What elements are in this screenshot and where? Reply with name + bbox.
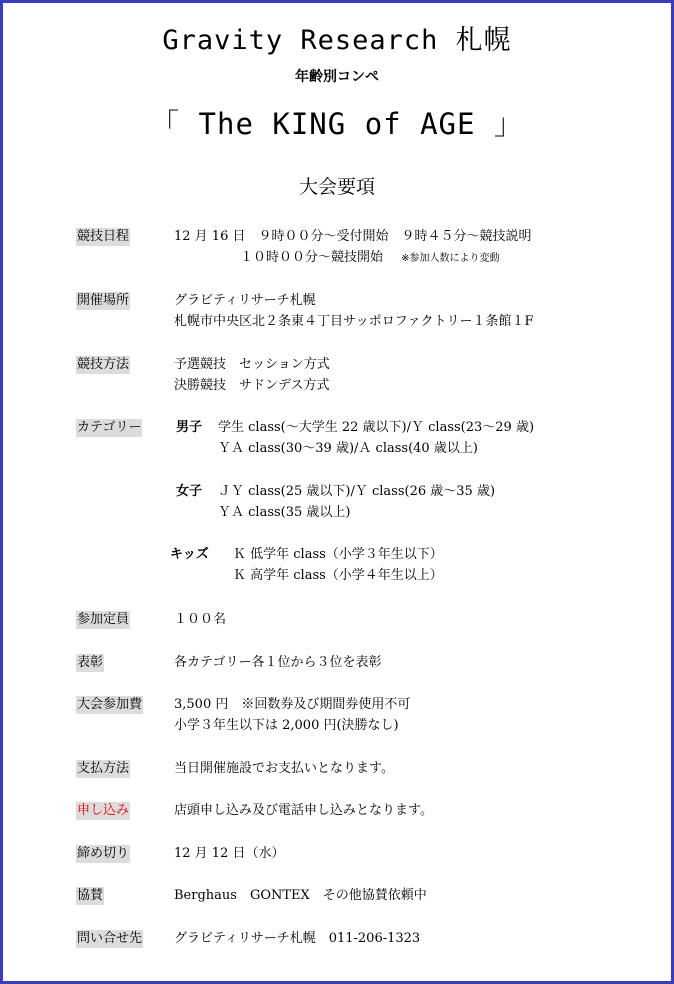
section-heading: 大会要項 (298, 176, 375, 198)
schedule-start: １０時００分～競技開始 (240, 250, 384, 265)
contact-label: 問い合せ先 (77, 931, 143, 946)
category-men-name: 男子 (176, 420, 203, 435)
method-line-2: 決勝競技 サドンデス方式 (174, 378, 330, 393)
award-label: 表彰 (77, 655, 104, 670)
capacity-label: 参加定員 (77, 612, 130, 627)
schedule-label: 競技日程 (77, 229, 130, 244)
venue-label: 開催場所 (77, 293, 130, 308)
category-kids-line-2: Ｋ 高学年 class（小学４年生以上） (233, 568, 443, 583)
capacity-value: １００名 (174, 612, 227, 627)
application-label: 申し込み (77, 803, 130, 818)
method-line-1: 予選競技 セッション方式 (174, 357, 330, 372)
payment-label: 支払方法 (77, 761, 130, 776)
award-value: 各カテゴリー各１位から３位を表彰 (174, 655, 382, 670)
sponsor-value: Berghaus GONTEX その他協賛依頼中 (174, 888, 427, 903)
sponsor-label: 協賛 (77, 888, 104, 903)
category-women-name: 女子 (176, 484, 203, 499)
category-label: カテゴリー (77, 420, 142, 435)
page-subtitle: 年齢別コンペ (295, 69, 379, 85)
deadline-value: 12 月 12 日（水） (174, 846, 285, 861)
category-men-line-2: ＹＡ class(30～39 歳)/Ａ class(40 歳以上) (218, 441, 478, 456)
payment-value: 当日開催施設でお支払いとなります。 (174, 761, 394, 776)
schedule-note: ※参加人数により変動 (401, 253, 500, 264)
schedule-line-1: 12 月 16 日 ９時００分～受付開始 ９時４５分～競技説明 (174, 229, 532, 244)
category-kids-name: キッズ (170, 547, 209, 562)
category-men-line-1: 学生 class(～大学生 22 歳以下)/Ｙ class(23～29 歳) (218, 420, 535, 435)
venue-address: 札幌市中央区北２条東４丁目サッポロファクトリー１条館１F (174, 314, 534, 329)
category-women-line-2: ＹＡ class(35 歳以上) (218, 505, 351, 520)
contact-value: グラビティリサーチ札幌 011‐206‐1323 (174, 931, 421, 946)
fee-line-2: 小学３年生以下は 2,000 円(決勝なし) (174, 718, 399, 733)
category-women-line-1: ＪＹ class(25 歳以下)/Ｙ class(26 歳～35 歳) (218, 484, 496, 499)
deadline-label: 締め切り (77, 846, 130, 861)
schedule-line-2 (240, 250, 500, 267)
fee-line-1: 3,500 円 ※回数券及び期間券使用不可 (174, 697, 411, 712)
application-value: 店頭申し込み及び電話申し込みとなります。 (174, 803, 433, 818)
fee-label: 大会参加費 (77, 697, 143, 712)
method-label: 競技方法 (77, 357, 130, 372)
category-kids-line-1: Ｋ 低学年 class（小学３年生以下） (233, 547, 443, 562)
event-name: 「 The KING of AGE 」 (150, 107, 524, 141)
page-title: Gravity Research 札幌 (162, 25, 512, 56)
venue-name: グラビティリサーチ札幌 (174, 293, 316, 308)
